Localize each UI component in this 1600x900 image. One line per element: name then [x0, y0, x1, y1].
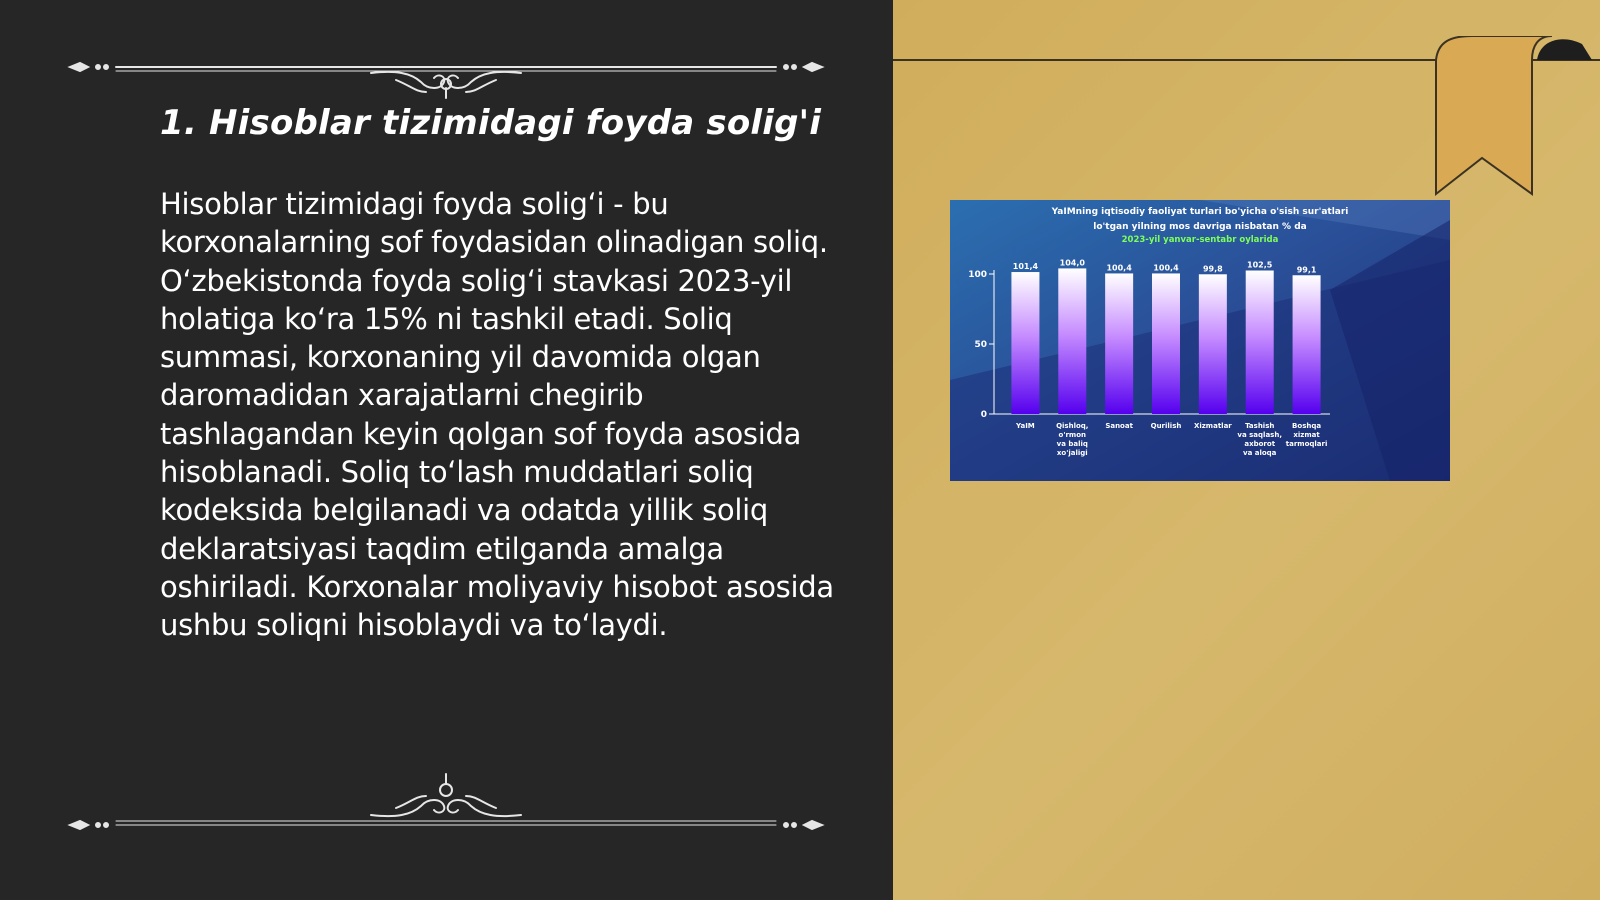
bar-value-label: 100,4: [1106, 263, 1132, 273]
x-category-label: Xizmatlar: [1193, 422, 1232, 430]
x-category-label: Tashish va saqlash, axborot va aloqa: [1237, 422, 1282, 457]
slide-title: 1. Hisoblar tizimidagi foyda solig'i: [160, 103, 822, 143]
x-category-label: Boshqa xizmat tarmoqlari: [1285, 422, 1328, 448]
bookmark-ribbon: [1432, 36, 1592, 200]
y-tick-label: 0: [980, 410, 987, 420]
x-category-label: Sanoat: [1105, 422, 1133, 430]
bar-value-label: 99,1: [1296, 265, 1317, 275]
bar-value-label: 99,8: [1202, 264, 1223, 274]
y-tick-label: 50: [974, 340, 987, 350]
x-category-label: YaIM: [1016, 422, 1035, 430]
slide-body-text: Hisoblar tizimidagi foyda solig‘i - bu korxonalarning sof foydasidan olinadigan soliq. O‘zbekistonda foyda solig‘i stavkasi 2023-yil holatiga ko‘ra 15% ni tashkil etadi. Soliq summasi, korxonaning yil davomida olgan daromadidan xarajatlarni chegirib tashlagandan keyin qolgan sof foyda asosida hisoblanadi. Soliq to‘lash muddatlari soliq kodeksida belgilanadi va odatda yillik soliq deklaratsiyasi taqdim etilganda amalga oshiriladi. Korxonalar moliyaviy hisobot asosida ushbu soliqni hisoblaydi va to‘laydi.: [160, 187, 834, 643]
bar-value-label: 101,4: [1012, 262, 1039, 272]
ornament-bottom: [66, 770, 826, 830]
x-category-label: Qurilish: [1150, 422, 1182, 430]
chart-subtitle: 2023-yil yanvar-sentabr oylarida: [1121, 235, 1279, 245]
chart-title: YaIMning iqtisodiy faoliyat turlari bo'yicha o'sish sur'atlari: [1051, 207, 1349, 217]
chart-title-line2: lo'tgan yilning mos davriga nisbatan % da: [1093, 222, 1307, 232]
bar: [1152, 273, 1180, 414]
bar: [1293, 275, 1321, 414]
gdp-growth-chart: [950, 200, 1450, 481]
bar: [1058, 268, 1086, 414]
x-category-label: Qishloq, o'rmon va baliq xo'jaligi: [1056, 422, 1089, 457]
chart-svg: [950, 200, 1450, 481]
bar-value-label: 100,4: [1153, 263, 1179, 273]
bar: [1011, 272, 1039, 414]
bar: [1246, 271, 1274, 415]
bar-value-label: 102,5: [1247, 260, 1273, 270]
y-tick-label: 100: [968, 270, 987, 280]
bar: [1199, 274, 1227, 414]
bar-value-label: 104,0: [1059, 258, 1085, 268]
ornament-top: [66, 40, 826, 100]
bar: [1105, 273, 1133, 414]
